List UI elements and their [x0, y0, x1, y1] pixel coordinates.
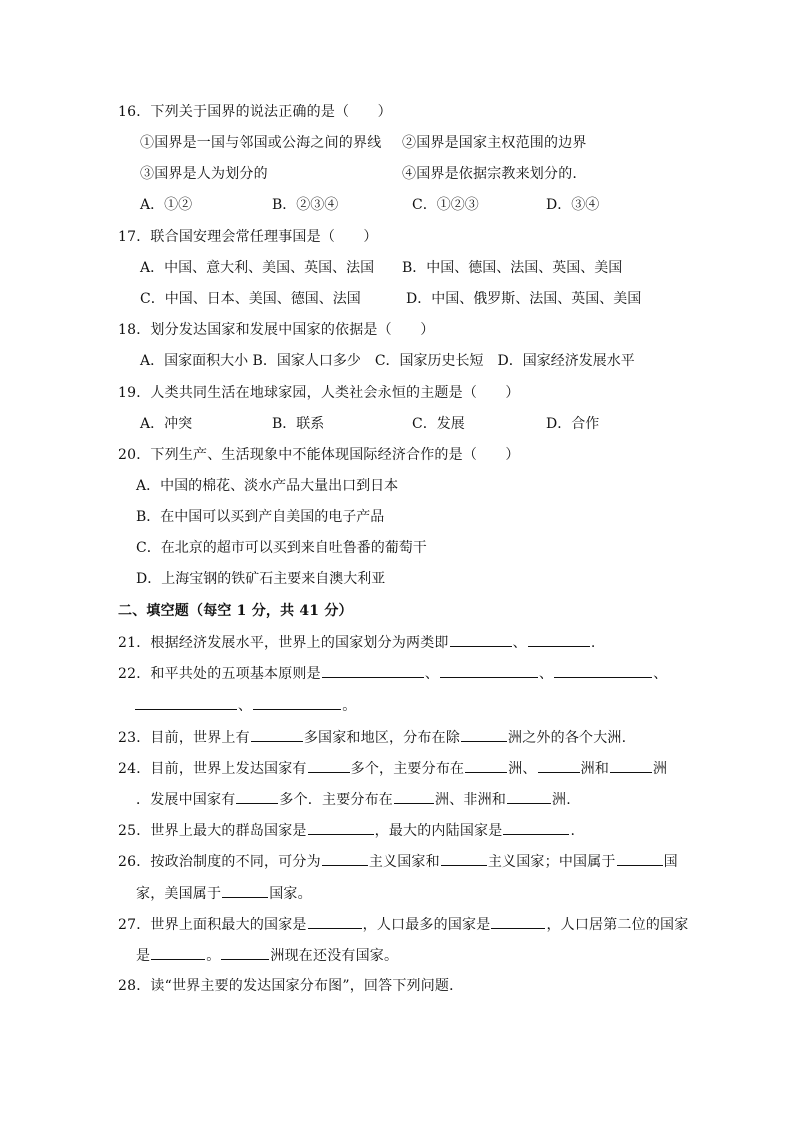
- question-26-text-1: 26．按政治制度的不同，可分为: [118, 854, 321, 870]
- question-26-text-5: 家，美国属于: [136, 886, 222, 902]
- question-27-text-3: ，人口居第二位的国家: [546, 917, 689, 933]
- question-22-text-1: 22．和平共处的五项基本原则是: [118, 666, 321, 682]
- question-26-text-2: 主义国家和: [368, 854, 440, 870]
- question-24-text-8: 洲、非洲和: [435, 792, 507, 808]
- separator: 、: [424, 666, 440, 682]
- question-24-text-4: 洲和: [580, 761, 610, 777]
- answer-blank[interactable]: [135, 695, 237, 710]
- period: 。: [342, 698, 357, 714]
- question-18-stem: 18．划分发达国家和发展中国家的依据是（ ）: [118, 322, 435, 338]
- question-25: [118, 820, 575, 841]
- answer-blank[interactable]: [222, 883, 268, 898]
- question-16-statement-3: ③国界是人为划分的: [140, 166, 268, 182]
- answer-blank[interactable]: [554, 663, 652, 678]
- answer-blank[interactable]: [610, 758, 652, 773]
- answer-blank[interactable]: [538, 758, 580, 773]
- answer-blank[interactable]: [394, 789, 434, 804]
- period: .: [570, 823, 576, 839]
- separator: 、: [512, 635, 527, 651]
- question-16-option-d[interactable]: D．③④: [546, 197, 600, 213]
- answer-blank[interactable]: [528, 632, 590, 647]
- question-19-option-c[interactable]: C．发展: [412, 416, 465, 432]
- answer-blank[interactable]: [322, 851, 368, 866]
- answer-blank[interactable]: [251, 727, 303, 742]
- question-26-line-1: [118, 851, 678, 872]
- answer-blank[interactable]: [236, 789, 278, 804]
- question-24-text-1: 24．目前，世界上发达国家有: [118, 761, 307, 777]
- question-23: [118, 727, 626, 748]
- question-26-text-4: 国: [663, 854, 678, 870]
- answer-blank[interactable]: [441, 851, 487, 866]
- question-17-stem: 17．联合国安理会常任理事国是（ ）: [118, 229, 378, 245]
- question-19-option-b[interactable]: B．联系: [272, 416, 325, 432]
- question-16-statement-2: ②国界是国家主权范围的边界: [402, 135, 587, 151]
- question-16-statement-1: ①国界是一国与邻国或公海之间的界线: [140, 135, 382, 151]
- answer-blank[interactable]: [461, 727, 507, 742]
- question-23-text-3: 洲之外的各个大洲.: [508, 730, 627, 746]
- question-21: [118, 632, 595, 653]
- separator: 、: [653, 666, 668, 682]
- question-16-option-a[interactable]: A．①②: [140, 197, 193, 213]
- question-24-text-5: 洲: [653, 761, 668, 777]
- question-19-stem: 19．人类共同生活在地球家园，人类社会永恒的主题是（ ）: [118, 385, 520, 401]
- question-24-line-2: [136, 789, 571, 810]
- question-16-stem: 16．下列关于国界的说法正确的是（ ）: [118, 104, 392, 120]
- answer-blank[interactable]: [308, 820, 374, 835]
- answer-blank[interactable]: [617, 851, 663, 866]
- question-24-text-9: 洲.: [552, 792, 571, 808]
- question-16-statement-4: ④国界是依据宗教来划分的.: [402, 166, 578, 182]
- answer-blank[interactable]: [308, 758, 350, 773]
- question-28-stem: 28．读“世界主要的发达国家分布图”，回答下列问题．: [118, 978, 464, 994]
- question-24-text-6: ．发展中国家有: [136, 792, 236, 808]
- answer-blank[interactable]: [221, 945, 269, 960]
- question-26-line-2: [136, 883, 312, 904]
- question-19-option-d[interactable]: D．合作: [546, 416, 600, 432]
- question-20-option-c[interactable]: C．在北京的超市可以买到来自吐鲁番的葡萄干: [136, 540, 427, 556]
- question-25-text-2: ，最大的内陆国家是: [374, 823, 503, 839]
- question-22-line-1: [118, 663, 667, 684]
- question-27-text-6: 洲现在还没有国家。: [270, 948, 399, 964]
- question-20-option-d[interactable]: D．上海宝钢的铁矿石主要来自澳大利亚: [136, 571, 386, 587]
- question-17-option-b[interactable]: B．中国、德国、法国、英国、美国: [402, 260, 623, 276]
- question-27-line-2: [136, 945, 398, 966]
- question-26-text-3: 主义国家；中国属于: [487, 854, 616, 870]
- question-27-text-5: 。: [206, 948, 221, 964]
- separator: 、: [539, 666, 554, 682]
- answer-blank[interactable]: [491, 914, 545, 929]
- question-24-text-3: 洲、: [508, 761, 537, 777]
- question-16-option-b[interactable]: B．②③④: [272, 197, 339, 213]
- answer-blank[interactable]: [440, 663, 538, 678]
- question-27-text-2: ，人口最多的国家是: [362, 917, 491, 933]
- question-27-text-4: 是: [136, 948, 151, 964]
- answer-blank[interactable]: [308, 914, 362, 929]
- answer-blank[interactable]: [507, 789, 551, 804]
- question-19-option-a[interactable]: A．冲突: [140, 416, 193, 432]
- question-24-line-1: [118, 758, 667, 779]
- question-17-option-a[interactable]: A．中国、意大利、美国、英国、法国: [140, 260, 375, 276]
- question-27-line-1: [118, 914, 688, 935]
- question-21-text-1: 21．根据经济发展水平，世界上的国家划分为两类即: [118, 635, 449, 651]
- question-24-text-7: 多个．主要分布在: [279, 792, 394, 808]
- separator: 、: [238, 698, 253, 714]
- question-20-option-a[interactable]: A．中国的棉花、淡水产品大量出口到日本: [136, 478, 399, 494]
- answer-blank[interactable]: [322, 663, 424, 678]
- question-25-text-1: 25．世界上最大的群岛国家是: [118, 823, 307, 839]
- question-18-options[interactable]: A．国家面积大小 B．国家人口多少 C．国家历史长短 D．国家经济发展水平: [140, 353, 635, 369]
- question-23-text-1: 23．目前，世界上有: [118, 730, 250, 746]
- question-20-option-b[interactable]: B．在中国可以买到产自美国的电子产品: [136, 509, 385, 525]
- period: .: [590, 635, 596, 651]
- section-2-heading: 二、填空题（每空 1 分，共 41 分）: [118, 603, 353, 619]
- question-17-option-d[interactable]: D．中国、俄罗斯、法国、英国、美国: [406, 291, 642, 307]
- answer-blank[interactable]: [253, 695, 341, 710]
- answer-blank[interactable]: [450, 632, 512, 647]
- question-16-option-c[interactable]: C．①②③: [412, 197, 479, 213]
- answer-blank[interactable]: [503, 820, 569, 835]
- question-24-text-2: 多个，主要分布在: [350, 761, 465, 777]
- question-17-option-c[interactable]: C．中国、日本、美国、德国、法国: [140, 291, 361, 307]
- question-27-text-1: 27．世界上面积最大的国家是: [118, 917, 307, 933]
- question-20-stem: 20．下列生产、生活现象中不能体现国际经济合作的是（ ）: [118, 447, 520, 463]
- answer-blank[interactable]: [465, 758, 507, 773]
- question-26-text-6: 国家。: [269, 886, 312, 902]
- question-22-line-2: [134, 695, 356, 716]
- answer-blank[interactable]: [151, 945, 205, 960]
- question-23-text-2: 多国家和地区，分布在除: [303, 730, 461, 746]
